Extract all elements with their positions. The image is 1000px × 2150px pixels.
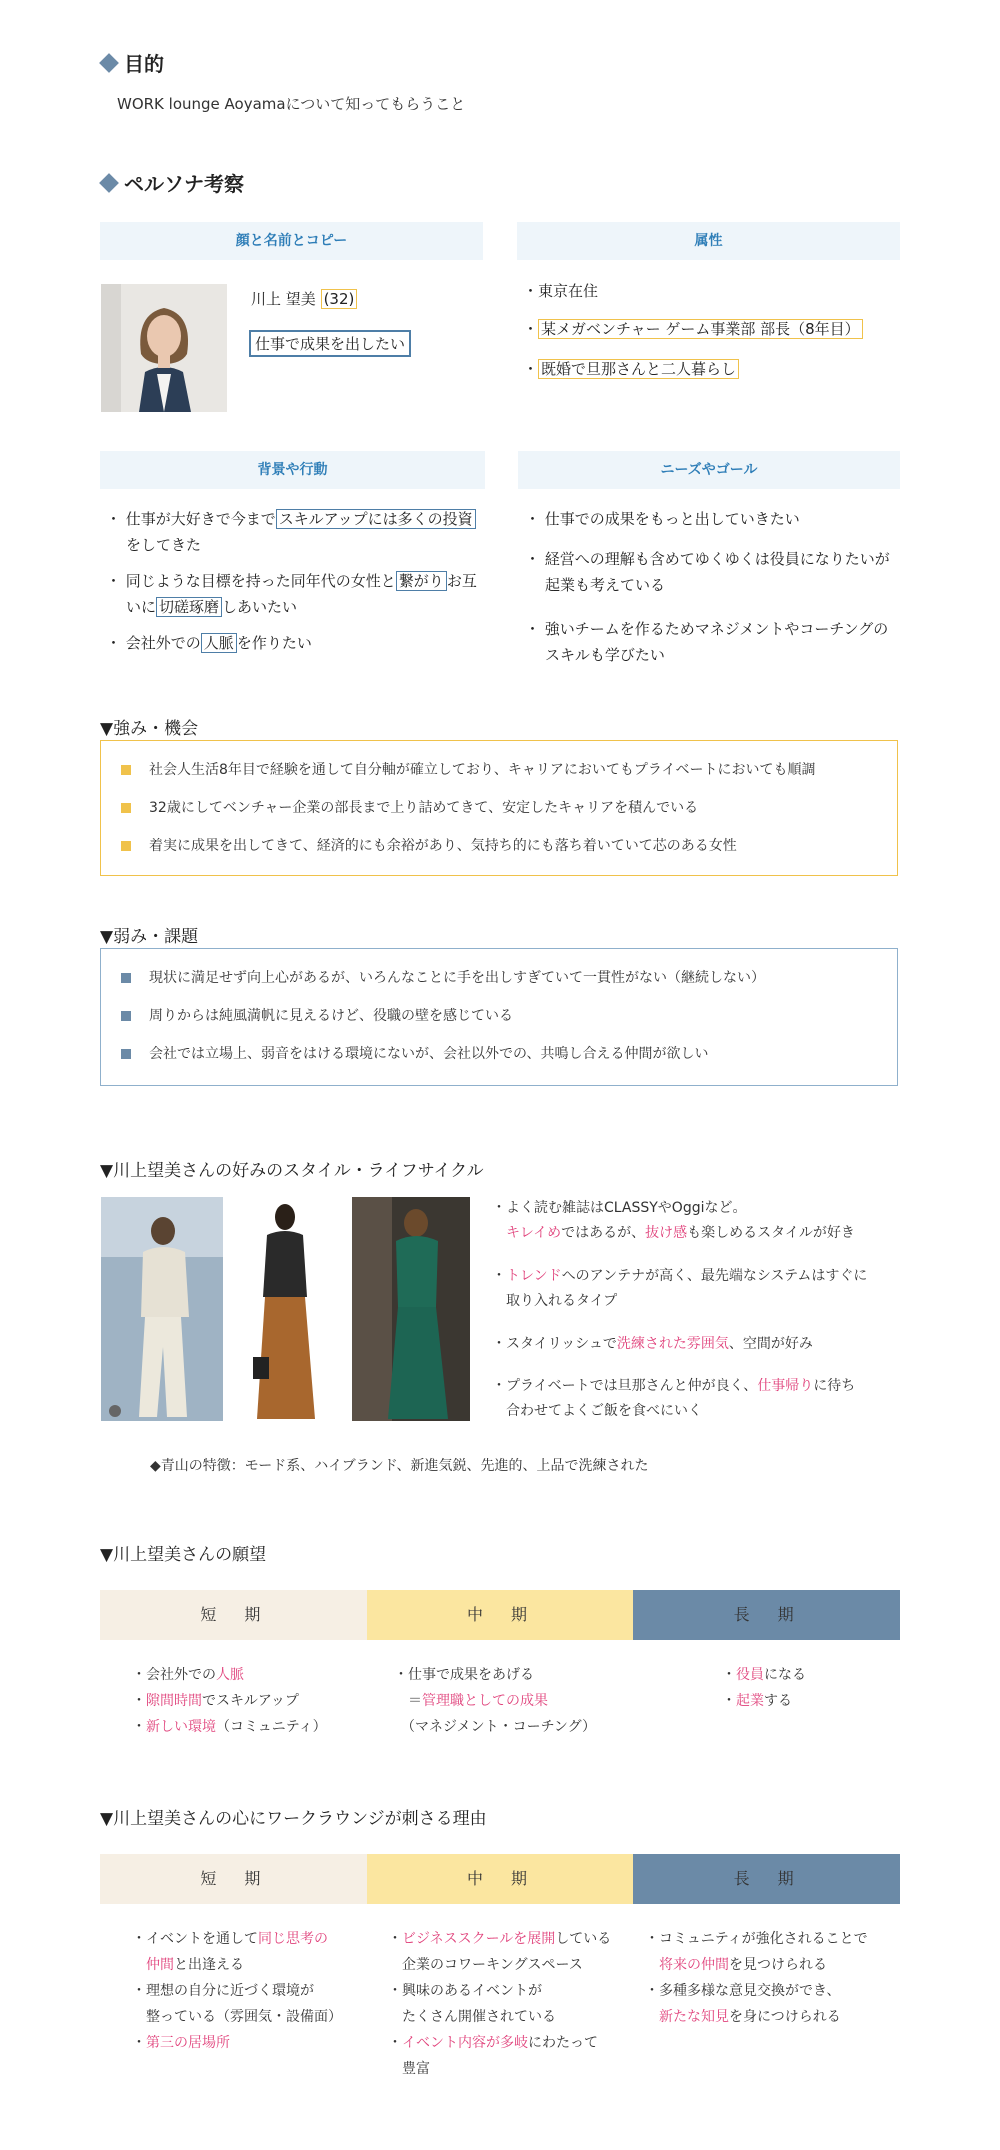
list-item: ・ 会社外での 人脈 を作りたい [106,634,312,652]
list-item: 企業のコワーキングスペース [388,1957,583,1973]
strengths-box [100,740,898,876]
list-item: ・ 強いチームを作るためマネジメントやコーチングの スキルも学びたい [525,620,889,664]
weakness-item: 周りからは純風満帆に見えるけど、役職の壁を感じている [101,997,897,1035]
needs-list [525,506,925,668]
list-item: （マネジメント・コーチング） [394,1719,597,1735]
list-item: ・ 同じような目標を持った同年代の女性と 繋がり お互 いに 切磋琢磨 しあいたい [106,572,477,616]
fashion-photo-1 [101,1197,223,1421]
style-title: ▼川上望美さんの好みのスタイル・ライフサイクル [100,1161,484,1181]
wishes-header [100,1590,900,1640]
list-item: ・ 経営への理解も含めてゆくゆくは役員になりたいが 起業も考えている [525,550,890,594]
reasons-header [100,1854,900,1904]
list-item: ・第三の居場所 [132,2035,230,2051]
needs-header: ニーズやゴール [518,451,900,489]
attr-list [523,278,863,382]
list-item: ＝管理職としての成果 [394,1693,548,1709]
style-item: ・トレンドへのアンテナが高く、最先端なシステムはすぐに 取り入れるタイプ [492,1268,868,1309]
strength-item: 着実に成果を出してきて、経済的にも余裕があり、気持ち的にも落ち着いていて芯のある女性 [101,827,897,865]
wishes-short [132,1662,327,1740]
fashion-photo-3 [352,1197,470,1421]
persona-name: 川上 望美 [251,290,316,308]
list-item: ・起業する [722,1693,792,1709]
weakness-item: 現状に満足せず向上心があるが、いろんなことに手を出しすぎていて一貫性がない（継続しない） [101,959,897,997]
diamond-icon [99,53,119,73]
face-header: 顔と名前とコピー [100,222,483,260]
mid-term-head: 中 期 [367,1854,634,1904]
weakness-item: 会社では立場上、弱音をはける環境にないが、会社以外での、共鳴し合える仲間が欲しい [101,1035,897,1073]
list-item: ・イベント内容が多岐にわたって [388,2035,598,2051]
strengths-title: ▼強み・機会 [100,719,199,739]
wishes-mid [394,1662,596,1740]
list-item: ・役員になる [722,1667,806,1683]
long-term-head: 長 期 [633,1854,900,1904]
persona-age: (32) [321,289,358,309]
reasons-mid [388,1926,611,2082]
weaknesses-box [100,948,898,1086]
persona-heading: ペルソナ考察 [100,168,244,197]
strength-item: 社会人生活8年目で経験を通して自分軸が確立しており、キャリアにおいてもプライベートにおいても順調 [101,751,897,789]
reasons-short [132,1926,342,2056]
list-item: 豊富 [388,2061,430,2077]
list-item: 整っている（雰囲気・設備面） [132,2009,342,2025]
wishes-title: ▼川上望美さんの願望 [100,1545,267,1565]
list-item: ・ 仕事での成果をもっと出していきたい [525,510,800,528]
list-item: 仲間と出逢える [146,1957,244,1973]
purpose-text: WORK lounge Aoyamaについて知ってもらうこと [117,95,466,113]
purpose-heading: 目的 [100,48,164,77]
persona-copy: 仕事で成果を出したい [249,330,411,357]
list-item: ・理想の自分に近づく環境が [132,1983,314,1999]
style-item: ・よく読む雑誌はCLASSYやOggiなど。 キレイめではあるが、抜け感も楽しめるスタイルが好き [492,1200,855,1241]
long-term-head: 長 期 [633,1590,900,1640]
mid-term-head: 中 期 [367,1590,634,1640]
reasons-title: ▼川上望美さんの心にワークラウンジが刺さる理由 [100,1809,487,1829]
style-list [492,1196,912,1424]
short-term-head: 短 期 [100,1854,367,1904]
attr-item: ・東京在住 [523,282,599,300]
aoyama-features: ◆青山の特徴：モード系、ハイブランド、新進気鋭、先進的、上品で洗練された [150,1458,649,1474]
list-item: ・ 仕事が大好きで今まで スキルアップには多くの投資 をしてきた [106,506,496,568]
list-item: ・仕事で成果をあげる [394,1667,534,1683]
diamond-icon [99,173,119,193]
list-item: ・興味のあるイベントが [388,1983,542,1999]
background-list [106,506,496,656]
list-item: ・コミュニティが強化されることで [645,1931,868,1947]
list-item: たくさん開催されている [388,2009,556,2025]
list-item: 将来の仲間を見つけられる [659,1957,827,1973]
list-item: ・会社外での人脈 [132,1667,244,1683]
list-item: ・ビジネススクールを展開している [388,1931,612,1947]
attr-item: ・ 既婚で旦那さんと二人暮らし [523,356,863,382]
persona-portrait [101,284,227,412]
list-item: 新たな知見を身につけられる [659,2009,841,2025]
weaknesses-title: ▼弱み・課題 [100,927,199,947]
list-item: ・隙間時間でスキルアップ [132,1693,299,1709]
persona-name-row [251,288,357,309]
list-item: ・多種多様な意見交換ができ、 [645,1983,841,1999]
wishes-long [722,1662,806,1714]
attr-item: ・ 某メガベンチャー ゲーム事業部 部長（8年目） [523,316,863,356]
attr-header: 属性 [517,222,900,260]
reasons-long [645,1926,868,2030]
short-term-head: 短 期 [100,1590,367,1640]
list-item: ・イベントを通して同じ思考の [132,1931,328,1947]
background-header: 背景や行動 [100,451,485,489]
style-item: ・スタイリッシュで洗練された雰囲気、空間が好み [492,1336,813,1352]
fashion-photo-2 [245,1197,323,1421]
strength-item: 32歳にしてベンチャー企業の部長まで上り詰めてきて、安定したキャリアを積んでいる [101,789,897,827]
list-item: ・新しい環境（コミュニティ） [132,1719,327,1735]
style-item: ・プライベートでは旦那さんと仲が良く、仕事帰りに待ち 合わせてよくご飯を食べにいく [492,1378,856,1419]
